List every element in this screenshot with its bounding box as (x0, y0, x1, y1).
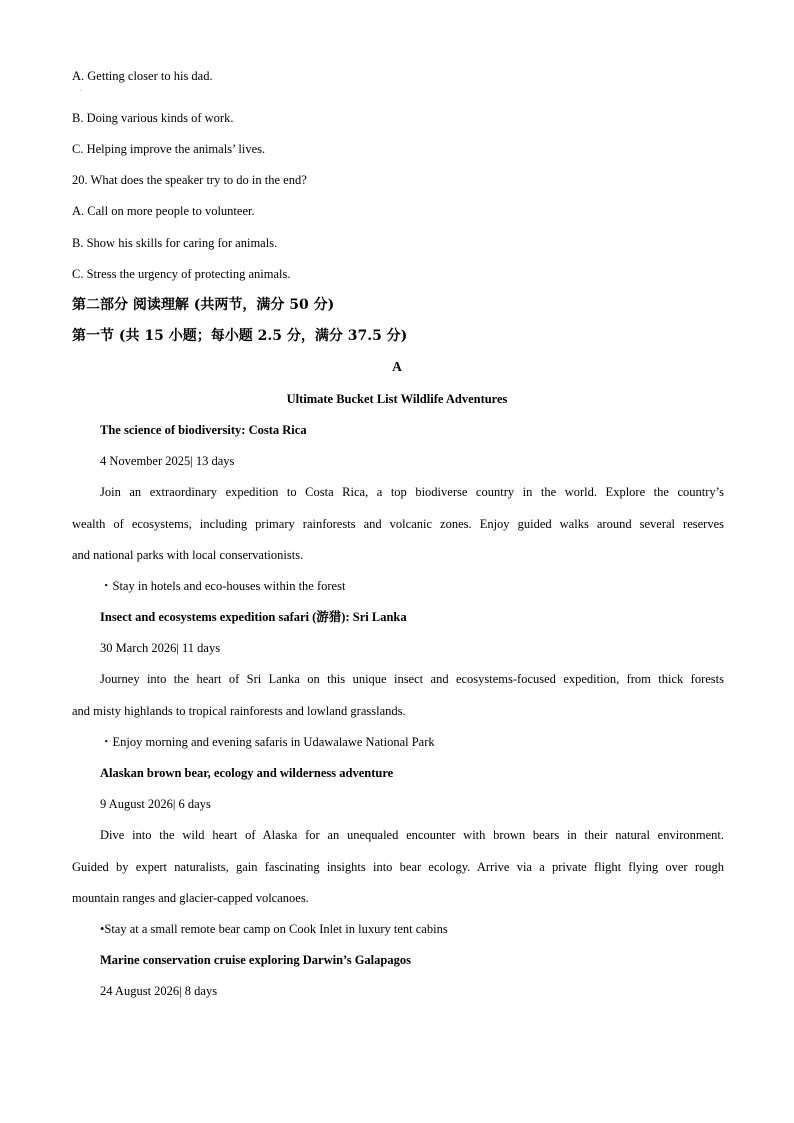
q20-option-c: C. Stress the urgency of protecting animals. (72, 267, 291, 281)
trip-desc-costa-rica-line3: and national parks with local conservationists. (72, 548, 304, 562)
section-heading: 第一节 (共 15 小题；每小题 2.5 分，满分 37.5 分) (72, 328, 408, 344)
trip-date-galapagos: 24 August 2026| 8 days (100, 984, 218, 998)
passage-title: Ultimate Bucket List Wildlife Adventures (286, 392, 508, 406)
trip-desc-alaska-line1: Dive into the wild heart of Alaska for an unequaled encounter with brown bears in their natural environment. (100, 828, 724, 842)
q19-option-c: C. Helping improve the animals’ lives. (72, 142, 266, 156)
q20-option-b: B. Show his skills for caring for animals. (72, 236, 278, 250)
trip-date-costa-rica: 4 November 2025| 13 days (100, 454, 235, 468)
passage-letter: A (392, 359, 402, 374)
q20-option-a: A. Call on more people to volunteer. (72, 204, 255, 218)
trip-desc-costa-rica-line2: wealth of ecosystems, including primary rainforests and volcanic zones. Enjoy guided walks around several reserves (72, 517, 724, 531)
trip-bullet-costa-rica: ・Stay in hotels and eco-houses within the forest (100, 579, 346, 593)
trip-title-alaska: Alaskan brown bear, ecology and wilderness adventure (100, 766, 394, 780)
trip-desc-alaska-line3: mountain ranges and glacier-capped volcanoes. (72, 891, 309, 905)
q19-option-b: B. Doing various kinds of work. (72, 111, 234, 125)
trip-title-costa-rica: The science of biodiversity: Costa Rica (100, 423, 307, 437)
stray-dot: · (80, 88, 82, 94)
trip-desc-alaska-line2: Guided by expert naturalists, gain fascinating insights into bear ecology. Arrive via a private flight flying over rough (72, 860, 724, 874)
trip-title-sri-lanka: Insect and ecosystems expedition safari (游猎): Sri Lanka (100, 610, 407, 624)
trip-date-sri-lanka: 30 March 2026| 11 days (100, 641, 221, 655)
q19-option-a: A. Getting closer to his dad. (72, 69, 213, 83)
trip-desc-sri-lanka-line1: Journey into the heart of Sri Lanka on this unique insect and ecosystems-focused expedition, from thick forests (100, 672, 724, 686)
trip-desc-sri-lanka-line2: and misty highlands to tropical rainforests and lowland grasslands. (72, 704, 406, 718)
trip-bullet-sri-lanka: ・Enjoy morning and evening safaris in Udawalawe National Park (100, 735, 435, 749)
trip-desc-costa-rica-line1: Join an extraordinary expedition to Costa Rica, a top biodiverse country in the world. Explore the country’s (100, 485, 724, 499)
trip-title-galapagos: Marine conservation cruise exploring Darwin’s Galapagos (100, 953, 411, 967)
trip-bullet-alaska: •Stay at a small remote bear camp on Cook Inlet in luxury tent cabins (100, 922, 448, 936)
trip-date-alaska: 9 August 2026| 6 days (100, 797, 211, 811)
q20-question: 20. What does the speaker try to do in the end? (72, 173, 307, 187)
part-heading: 第二部分 阅读理解 (共两节，满分 50 分) (72, 297, 335, 313)
